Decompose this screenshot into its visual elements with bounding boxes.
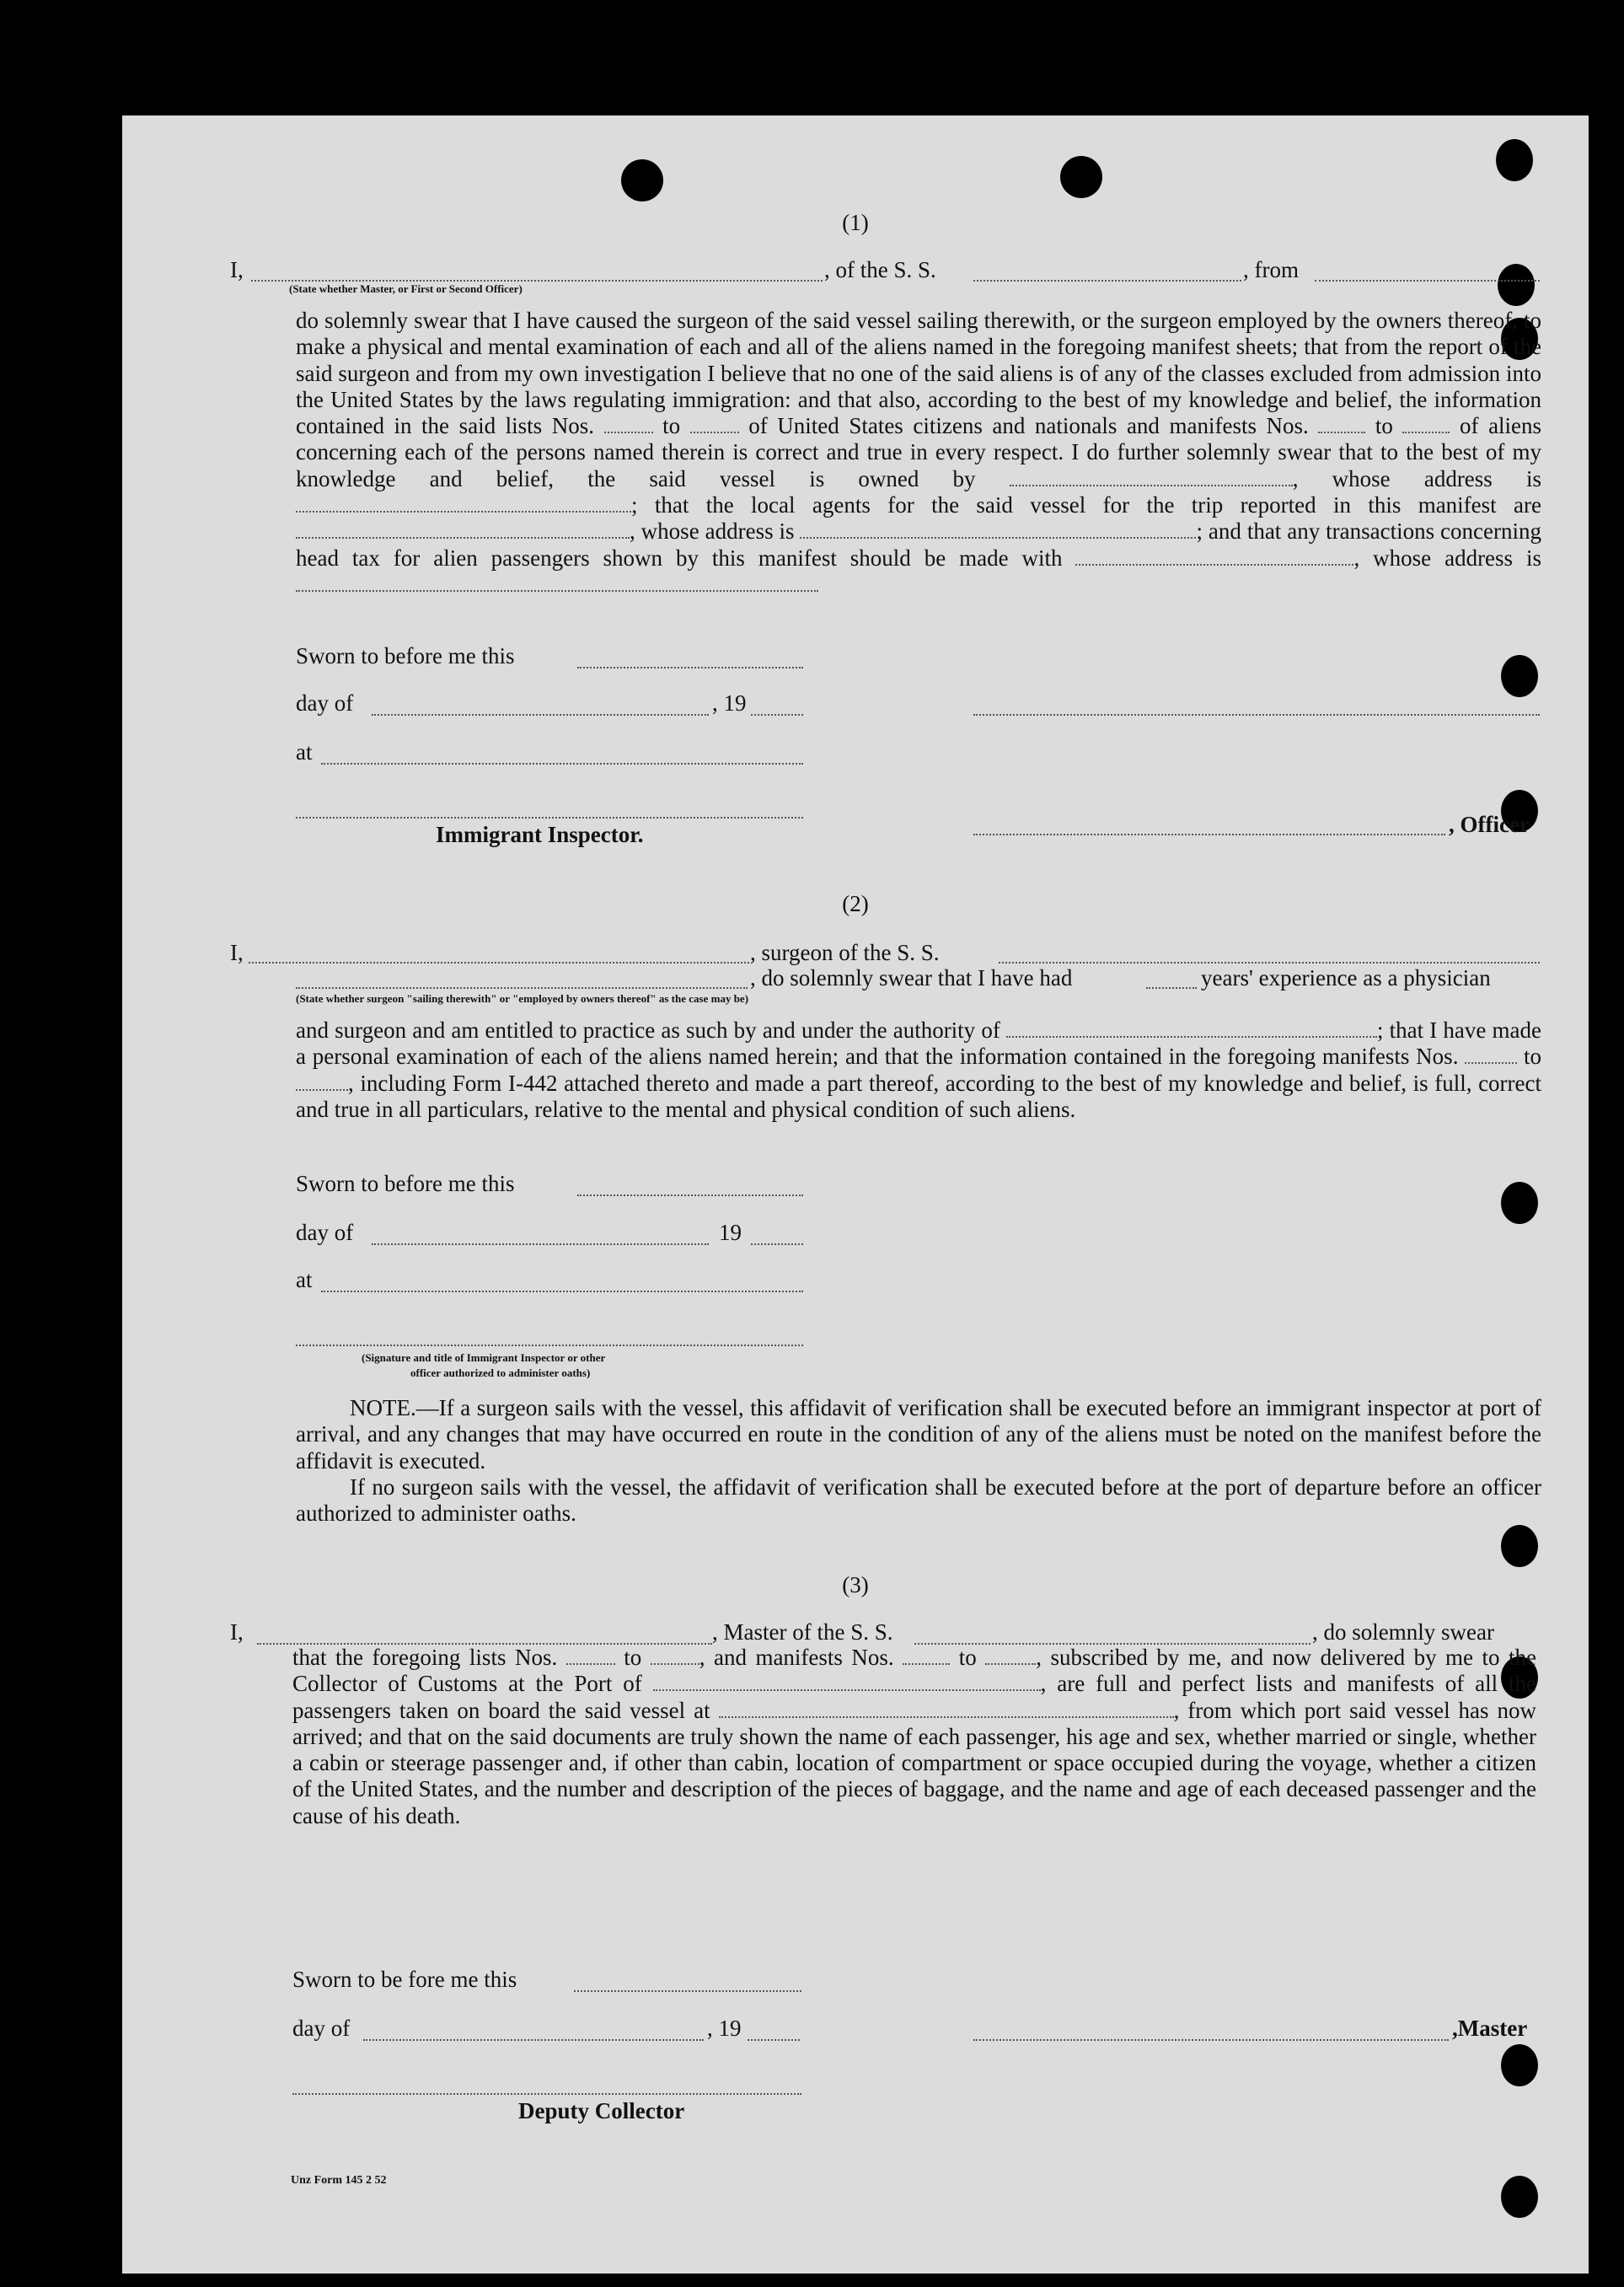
- sworn-field[interactable]: [577, 667, 803, 668]
- section3-i: I,: [230, 1619, 244, 1645]
- section1-body: do solemnly swear that I have caused the surgeon of the said vessel sailing therewith, or the surgeon employed by the owners thereof, to make a physical and mental examination of each and all of the aliens named in the foregoing manifest sheets; that from the report of the said surgeon and from my own investigation I believe that no one of the said aliens is of any of the classes excluded from admission into the United States by the laws regulating immigration: and that also, according to the best of my knowledge and belief, the information contained in the said lists Nos. to of United States citizens and nationals and manifests Nos. to of aliens concerning each of the persons named therein is correct and true in every respect. I do further solemnly swear that to the best of my knowledge and belief, the said vessel is owned by , whose address is ; that the local agents for the said vessel for the trip reported in this manifest are , whose address is ; and that any transactions concerning head tax for alien passengers shown by this manifest should be made with , whose address is: [296, 308, 1541, 598]
- form-number: Unz Form 145 2 52: [291, 2174, 387, 2187]
- day3-label: day of: [292, 2016, 351, 2041]
- section2-signature-line[interactable]: [296, 1345, 803, 1346]
- officer-signature-line[interactable]: [973, 714, 1540, 716]
- year2-field[interactable]: [751, 1243, 803, 1245]
- headtax-field[interactable]: [1075, 547, 1353, 566]
- surgeon-manifests-to-field[interactable]: [296, 1072, 348, 1091]
- master-label: ,Master: [1452, 2016, 1528, 2041]
- boarding-port-field[interactable]: [719, 1699, 1174, 1718]
- year-field[interactable]: [751, 714, 803, 716]
- at2-label: at: [296, 1267, 313, 1292]
- from-field[interactable]: [1315, 280, 1540, 282]
- inspector-signature-line[interactable]: [296, 817, 803, 819]
- sig-note2: officer authorized to administer oaths): [410, 1366, 591, 1379]
- punch-hole: [1501, 2176, 1538, 2218]
- manifests-from-field[interactable]: [1318, 415, 1365, 433]
- at2-field[interactable]: [321, 1291, 803, 1292]
- years-label: years' experience as a physician: [1201, 965, 1491, 990]
- s3-lists-from-field[interactable]: [566, 1646, 615, 1665]
- surgeon-swear-label: , do solemnly swear that I have had: [750, 965, 1073, 990]
- at-label: at: [296, 739, 313, 765]
- at-field[interactable]: [321, 763, 803, 765]
- day2-label: day of: [296, 1220, 354, 1245]
- section2-i: I,: [230, 940, 244, 965]
- surgeon-of-label: , surgeon of the S. S.: [750, 940, 940, 965]
- punch-hole: [621, 159, 663, 201]
- year2-label: 19: [719, 1220, 742, 1245]
- surgeon-manifests-from-field[interactable]: [1465, 1045, 1517, 1064]
- sig-note1: (Signature and title of Immigrant Inspector or other: [362, 1351, 606, 1364]
- sworn-label: Sworn to before me this: [296, 643, 515, 668]
- year3-field[interactable]: [748, 2039, 800, 2041]
- section3-number: (3): [842, 1572, 869, 1597]
- section2-body: and surgeon and am entitled to practice as such by and under the authority of ; that I have made a personal examination of each of the aliens named herein; and that the information contained in the foregoing manifests Nos. to , including Form I-442 attached thereto and made a part thereof, according to the best of my knowledge and belief, is full, correct and true in all particulars, relative to the mental and physical condition of such aliens.: [296, 1017, 1542, 1122]
- section3-body: that the foregoing lists Nos. to , and manifests Nos. to , subscribed by me, and now delivered by me to the Collector of Customs at the Port of , are full and perfect lists and manifests of all the passengers taken on board the said vessel at , from which port said vessel has now arrived; and that on the said documents are truly shown the name of each passenger, his age and sex, whether married or single, whether a cabin or steerage passenger and, if other than cabin, location of compartment or space occupied during the voyage, whether a citizen of the United States, and the number and description of the pieces of baggage, and the name and age of each deceased passenger and the cause of his death.: [292, 1645, 1537, 1828]
- surgeon-name-field[interactable]: [249, 962, 749, 964]
- sworn3-label: Sworn to be fore me this: [292, 1967, 517, 1992]
- officer-label: , Officer: [1449, 812, 1530, 837]
- s3-manifests-to-field[interactable]: [985, 1646, 1036, 1665]
- note2: If no surgeon sails with the vessel, the affidavit of verification shall be executed before at the port of departure before an officer authorized to administer oaths.: [296, 1474, 1541, 1527]
- section2-number: (2): [842, 891, 869, 916]
- punch-hole: [1498, 264, 1535, 306]
- sworn2-label: Sworn to before me this: [296, 1171, 515, 1196]
- surgeon-ship-field[interactable]: [999, 962, 1540, 964]
- punch-hole: [1501, 2044, 1538, 2086]
- rank-field[interactable]: [251, 280, 823, 282]
- agents-field[interactable]: [296, 520, 630, 539]
- master-swear-label: , do solemnly swear: [1312, 1619, 1494, 1645]
- sworn3-field[interactable]: [574, 1990, 801, 1992]
- day-of-label: day of: [296, 690, 354, 716]
- s3-manifests-from-field[interactable]: [903, 1646, 950, 1665]
- punch-hole: [1501, 1525, 1538, 1567]
- sworn2-field[interactable]: [577, 1195, 803, 1196]
- form-page: [122, 115, 1589, 2274]
- agents-address-field[interactable]: [800, 520, 1196, 539]
- lists-to-field[interactable]: [690, 415, 739, 433]
- master-of-label: , Master of the S. S.: [712, 1619, 893, 1645]
- inspector-label: Immigrant Inspector.: [436, 822, 644, 847]
- deputy-signature-line[interactable]: [292, 2093, 801, 2095]
- port-field[interactable]: [653, 1672, 1041, 1691]
- master-note: (State whether Master, or First or Second Officer): [289, 282, 523, 295]
- authority-field[interactable]: [1006, 1019, 1377, 1038]
- master-signature-line[interactable]: [973, 2039, 1449, 2041]
- section1-i: I,: [230, 257, 244, 282]
- day2-field[interactable]: [372, 1243, 709, 1245]
- ship-name-field[interactable]: [973, 280, 1241, 282]
- of-ss-label: , of the S. S.: [824, 257, 936, 282]
- note-block: [296, 1395, 1541, 1527]
- punch-hole: [1060, 156, 1102, 198]
- punch-hole: [1501, 655, 1538, 697]
- punch-hole: [1496, 139, 1533, 181]
- day-field[interactable]: [372, 714, 709, 716]
- owner-field[interactable]: [1010, 468, 1293, 486]
- year3-label: , 19: [707, 2016, 742, 2041]
- lists-from-field[interactable]: [604, 415, 653, 433]
- manifests-to-field[interactable]: [1402, 415, 1450, 433]
- deputy-label: Deputy Collector: [518, 2098, 685, 2123]
- headtax-address-field[interactable]: [296, 573, 818, 592]
- from-label: , from: [1243, 257, 1299, 282]
- s3-lists-to-field[interactable]: [651, 1646, 699, 1665]
- surgeon-note: (State whether surgeon "sailing therewith" or "employed by owners thereof" as the case may be): [296, 992, 749, 1005]
- section1-number: (1): [842, 210, 869, 235]
- surgeon-status-field[interactable]: [296, 987, 748, 989]
- year-label: , 19: [712, 690, 747, 716]
- owner-address-field[interactable]: [296, 494, 631, 513]
- years-field[interactable]: [1146, 987, 1197, 989]
- note1: NOTE.—If a surgeon sails with the vessel, this affidavit of verification shall be executed before an immigrant inspector at port of arrival, and any changes that may have occurred en route in the condition of any of the aliens must be noted on the manifest before the affidavit is executed.: [296, 1395, 1541, 1474]
- punch-hole: [1501, 1182, 1538, 1224]
- day3-field[interactable]: [363, 2039, 704, 2041]
- officer-name-line[interactable]: [973, 834, 1445, 835]
